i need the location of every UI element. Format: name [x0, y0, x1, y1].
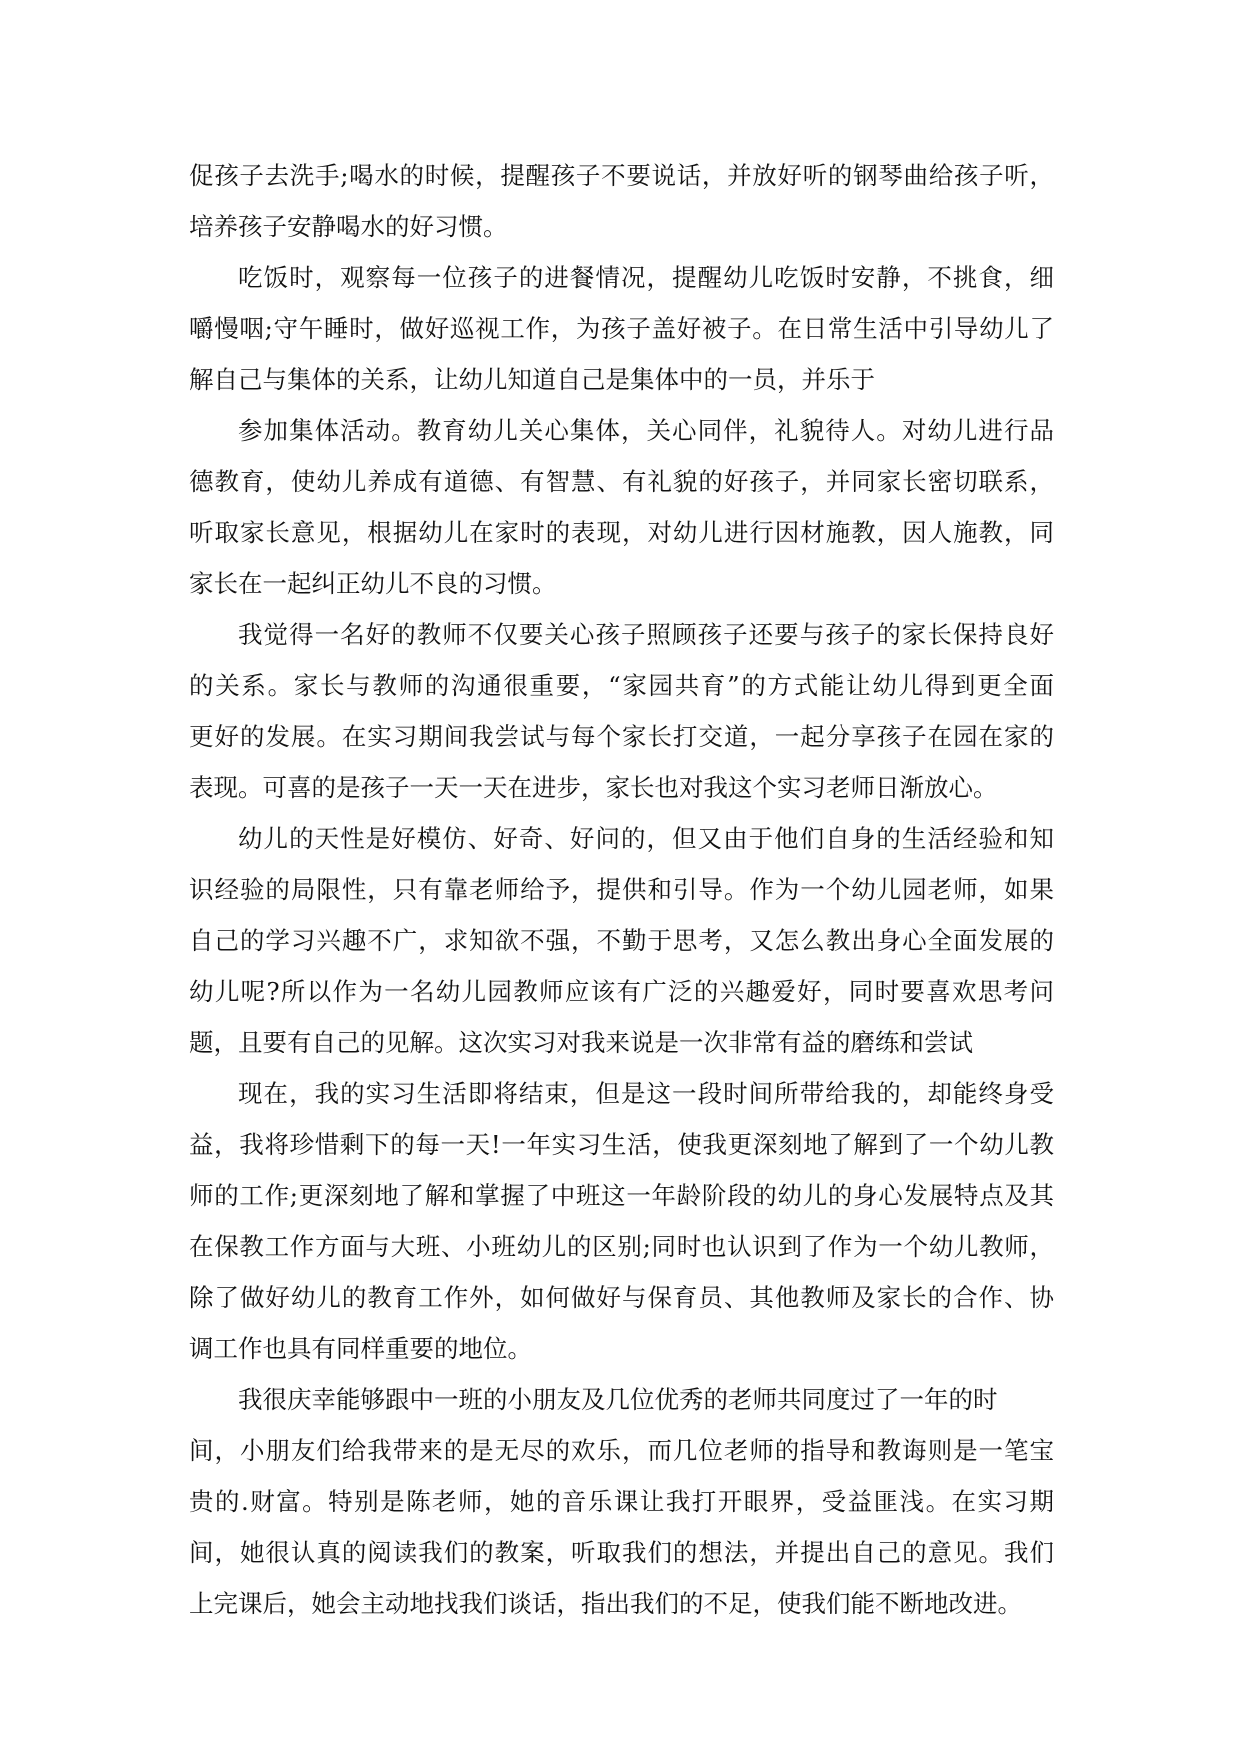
text-line: 识经验的局限性，只有靠老师给予，提供和引导。作为一个幼儿园老师，如果	[189, 875, 1054, 904]
text-line: 解自己与集体的关系，让幼儿知道自己是集体中的一员，并乐于	[189, 365, 875, 394]
text-line: 幼儿的天性是好模仿、好奇、好问的，但又由于他们自身的生活经验和知	[238, 824, 1054, 853]
text-line: 自己的学习兴趣不广，求知欲不强，不勤于思考，又怎么教出身心全面发展的	[189, 926, 1054, 955]
text-line: 听取家长意见，根据幼儿在家时的表现，对幼儿进行因材施教，因人施教，同	[189, 518, 1054, 547]
text-line: 我觉得一名好的教师不仅要关心孩子照顾孩子还要与孩子的家长保持良好	[238, 620, 1054, 649]
text-line: 的关系。家长与教师的沟通很重要，“家园共育”的方式能让幼儿得到更全面	[189, 671, 1054, 700]
text-line: 除了做好幼儿的教育工作外，如何做好与保育员、其他教师及家长的合作、协	[189, 1283, 1054, 1312]
text-line: 德教育，使幼儿养成有道德、有智慧、有礼貌的好孩子，并同家长密切联系，	[189, 467, 1054, 496]
text-line: 幼儿呢?所以作为一名幼儿园教师应该有广泛的兴趣爱好，同时要喜欢思考问	[189, 977, 1054, 1006]
text-line: 间，小朋友们给我带来的是无尽的欢乐，而几位老师的指导和教诲则是一笔宝	[189, 1436, 1054, 1465]
text-line: 调工作也具有同样重要的地位。	[189, 1334, 532, 1363]
text-line: 现在，我的实习生活即将结束，但是这一段时间所带给我的，却能终身受	[238, 1079, 1054, 1108]
text-line: 上完课后，她会主动地找我们谈话，指出我们的不足，使我们能不断地改进。	[189, 1589, 1022, 1618]
text-line: 贵的.财富。特别是陈老师，她的音乐课让我打开眼界，受益匪浅。在实习期	[189, 1487, 1054, 1516]
text-line: 表现。可喜的是孩子一天一天在进步，家长也对我这个实习老师日渐放心。	[189, 773, 998, 802]
text-line: 家长在一起纠正幼儿不良的习惯。	[189, 569, 557, 598]
text-line: 嚼慢咽;守午睡时，做好巡视工作，为孩子盖好被子。在日常生活中引导幼儿了	[189, 314, 1054, 343]
text-line: 师的工作;更深刻地了解和掌握了中班这一年龄阶段的幼儿的身心发展特点及其	[189, 1181, 1054, 1210]
text-line: 在保教工作方面与大班、小班幼儿的区别;同时也认识到了作为一个幼儿教师，	[189, 1232, 1054, 1261]
document-body	[189, 150, 1054, 1629]
text-line: 参加集体活动。教育幼儿关心集体，关心同伴，礼貌待人。对幼儿进行品	[238, 416, 1054, 445]
text-line: 题，且要有自己的见解。这次实习对我来说是一次非常有益的磨练和尝试	[189, 1028, 973, 1057]
text-line: 更好的发展。在实习期间我尝试与每个家长打交道，一起分享孩子在园在家的	[189, 722, 1054, 751]
text-line: 培养孩子安静喝水的好习惯。	[189, 212, 508, 241]
text-line: 促孩子去洗手;喝水的时候，提醒孩子不要说话，并放好听的钢琴曲给孩子听，	[189, 161, 1054, 190]
text-line: 间，她很认真的阅读我们的教案，听取我们的想法，并提出自己的意见。我们	[189, 1538, 1054, 1567]
text-line: 吃饭时，观察每一位孩子的进餐情况，提醒幼儿吃饭时安静，不挑食，细	[238, 263, 1054, 292]
text-line: 我很庆幸能够跟中一班的小朋友及几位优秀的老师共同度过了一年的时	[238, 1385, 998, 1414]
text-line: 益，我将珍惜剩下的每一天!一年实习生活，使我更深刻地了解到了一个幼儿教	[189, 1130, 1054, 1159]
